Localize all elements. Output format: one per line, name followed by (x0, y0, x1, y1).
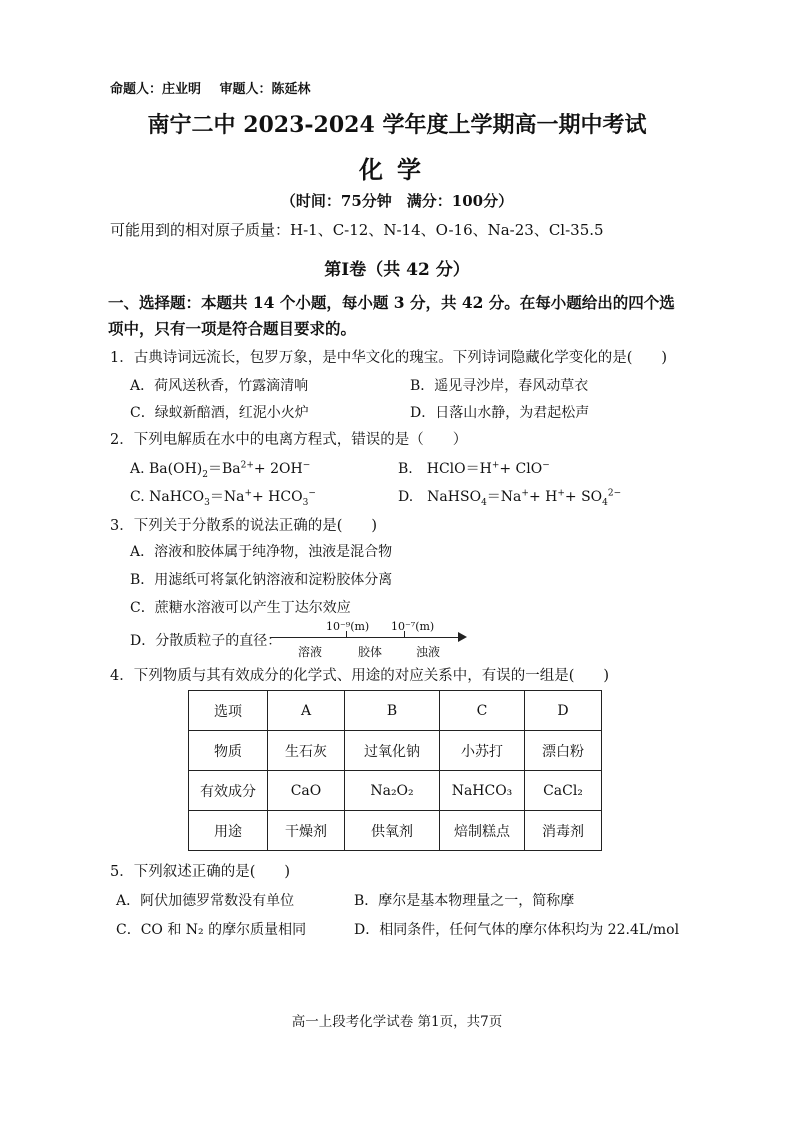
table-cell: 用途 (189, 811, 268, 851)
q5-option-b: B．摩尔是基本物理量之一，简称摩 (354, 893, 575, 909)
q5-option-c: C．CO 和 N₂ 的摩尔质量相同 (116, 922, 307, 938)
q3-option-c: C．蔗糖水溶液可以产生丁达尔效应 (130, 600, 351, 616)
table-cell: Na₂O₂ (345, 771, 440, 811)
q1-option-b: B．遥见寻沙岸，春风动草衣 (410, 378, 589, 394)
q3-option-b: B．用滤纸可将氯化钠溶液和淀粉胶体分离 (130, 572, 393, 588)
author: 命题人：庄业明 (110, 82, 202, 97)
atomic-masses: 可能用到的相对原子质量：H-1、C-12、N-14、O-16、Na-23、Cl-35.5 (110, 221, 604, 239)
q5-option-d: D．相同条件，任何气体的摩尔体积均为 22.4L/mol (354, 922, 680, 938)
table-cell: CaO (268, 771, 345, 811)
q4-stem: 4．下列物质与其有效成分的化学式、用途的对应关系中，有误的一组是( ) (110, 668, 610, 684)
table-cell: 供氧剂 (345, 811, 440, 851)
table-cell: C (440, 691, 525, 731)
table-cell: B (345, 691, 440, 731)
q2-option-a: A. $Ba(OH)_2=Ba^{2+}+ 2OH^-$ (130, 460, 311, 480)
q3-option-d: D．分散质粒子的直径： (130, 633, 282, 649)
exam-title: 南宁二中 2023-2024 学年度上学期高一期中考试 (147, 112, 647, 138)
q1-stem: 1．古典诗词远流长，包罗万象，是中华文化的瑰宝。下列诗词隐藏化学变化的是( ) (110, 350, 668, 366)
table-row (189, 731, 602, 771)
table-cell: 过氧化钠 (345, 731, 440, 771)
q3-stem: 3．下列关于分散系的说法正确的是( ) (110, 518, 378, 534)
q1-option-a: A．荷风送秋香，竹露滴清响 (130, 378, 309, 394)
table-row (189, 771, 602, 811)
volume-heading: 第Ⅰ卷（共 42 分） (324, 260, 470, 280)
table-cell: A (268, 691, 345, 731)
table-cell: CaCl₂ (525, 771, 602, 811)
q5-option-a: A．阿伏加德罗常数没有单位 (116, 893, 295, 909)
q2-option-d: D. NaHSO$_4$＝Na++ $H^++ SO_4^{2-}$ (398, 488, 622, 508)
credits (110, 78, 325, 97)
table-cell: 干燥剂 (268, 811, 345, 851)
scale-segment-solution: 溶液 (298, 645, 323, 659)
table-cell: NaHCO₃ (440, 771, 525, 811)
scale-segment-suspension: 浊液 (416, 645, 441, 659)
scale-segment-colloid: 胶体 (358, 645, 383, 659)
time-score: （时间：75分钟 满分：100分） (280, 192, 514, 210)
page-footer: 高一上段考化学试卷 第1页，共7页 (291, 1014, 503, 1030)
scale-tick-label-2: 10⁻⁷(m) (391, 620, 435, 633)
table-cell: D (525, 691, 602, 731)
q5-stem: 5．下列叙述正确的是( ) (110, 864, 291, 880)
table-cell: 有效成分 (189, 771, 268, 811)
scale-tick-2 (404, 631, 405, 638)
table-cell: 消毒剂 (525, 811, 602, 851)
q2-option-b: B. HClO＝H++ ClO− (398, 460, 550, 477)
table-row (189, 691, 602, 731)
q1-option-d: D．日落山水静，为君起松声 (410, 405, 590, 421)
reviewer: 审题人：陈延林 (219, 82, 311, 97)
table-cell: 小苏打 (440, 731, 525, 771)
q4-table (188, 690, 602, 851)
subject-title: 化学 (359, 155, 435, 184)
table-cell: 物质 (189, 731, 268, 771)
q2-stem: 2．下列电解质在水中的电离方程式，错误的是（ ） (110, 432, 468, 448)
table-cell: 焙制糕点 (440, 811, 525, 851)
table-cell: 漂白粉 (525, 731, 602, 771)
table-cell: 生石灰 (268, 731, 345, 771)
arrow-head-icon (458, 632, 467, 642)
table-row (189, 811, 602, 851)
section-instructions: 一、选择题：本题共 14 个小题，每小题 3 分，共 42 分。在每小题给出的四个选项中，只有一项是符合题目要求的。 (108, 293, 675, 338)
table-cell: 选项 (189, 691, 268, 731)
scale-tick-label-1: 10⁻⁹(m) (326, 620, 370, 633)
size-scale-axis (270, 637, 460, 638)
q3-option-a: A．溶液和胶体属于纯净物，浊液是混合物 (130, 544, 393, 560)
q1-option-c: C．绿蚁新醅酒，红泥小火炉 (130, 405, 309, 421)
scale-tick-1 (346, 631, 347, 638)
q2-option-c: C. NaHCO$_3$＝Na++ $HCO_3^-$ (130, 488, 316, 508)
